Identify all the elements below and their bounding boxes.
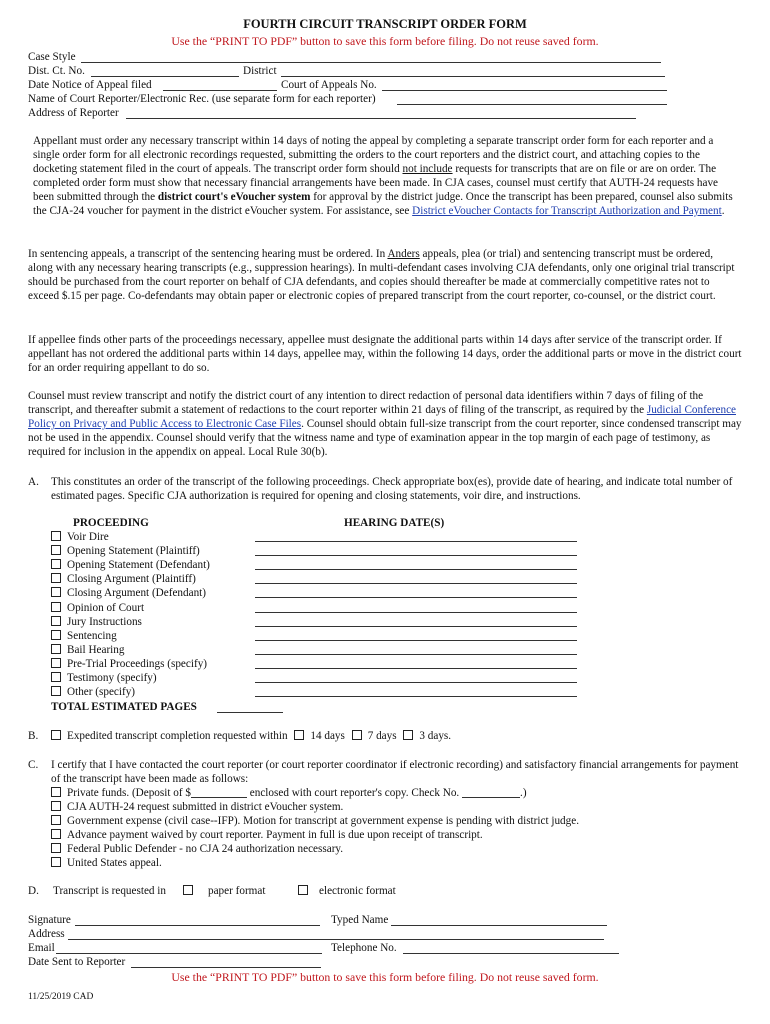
telephone-field[interactable] (403, 953, 619, 954)
payment-option-checkbox[interactable] (51, 815, 61, 825)
case-style-label: Case Style (28, 51, 76, 63)
proceeding-checkbox[interactable] (51, 531, 61, 541)
hearing-date-field[interactable] (255, 612, 577, 613)
proceeding-label: Closing Argument (Defendant) (67, 587, 206, 600)
proceeding-checkbox[interactable] (51, 559, 61, 569)
reporter-name-label: Name of Court Reporter/Electronic Rec. (use separate form for each reporter) (28, 93, 376, 105)
signature-field[interactable] (75, 925, 320, 926)
payment-option-label: CJA AUTH-24 request submitted in district eVoucher system. (67, 801, 344, 813)
email-field[interactable] (56, 953, 322, 954)
proceeding-checkbox[interactable] (51, 545, 61, 555)
proceeding-checkbox[interactable] (51, 602, 61, 612)
deposit-amount-field[interactable] (191, 797, 247, 798)
date-notice-label: Date Notice of Appeal filed (28, 79, 152, 91)
hearing-date-field[interactable] (255, 569, 577, 570)
typed-name-field[interactable] (391, 925, 607, 926)
total-pages-field[interactable] (217, 712, 283, 713)
payment-option-label: Government expense (civil case--IFP). Motion for transcript at government expense is pending with district judge. (67, 815, 580, 827)
hearing-date-field[interactable] (255, 654, 577, 655)
proceeding-label: Jury Instructions (67, 615, 142, 628)
payment-option-checkbox[interactable] (51, 801, 61, 811)
electronic-format-checkbox[interactable] (298, 885, 308, 895)
private-funds-checkbox[interactable] (51, 787, 61, 797)
check-no-field[interactable] (462, 797, 520, 798)
payment-option-label: Advance payment waived by court reporter. Payment in full is due upon receipt of transcript. (67, 829, 483, 841)
date-sent-field[interactable] (131, 967, 321, 968)
expedite-checkbox[interactable] (51, 730, 61, 740)
evoucher-contacts-link[interactable]: District eVoucher Contacts for Transcript Authorization and Payment (412, 205, 722, 217)
payment-option-row (51, 856, 162, 870)
district-label: District (243, 65, 277, 77)
proceeding-checkbox[interactable] (51, 587, 61, 597)
reporter-name-field[interactable] (397, 104, 667, 105)
hearing-date-field[interactable] (255, 541, 577, 542)
hearing-date-field[interactable] (255, 583, 577, 584)
proceeding-label: Opening Statement (Plaintiff) (67, 545, 200, 558)
payment-option-row (51, 842, 343, 856)
revision-date: 11/25/2019 CAD (28, 992, 94, 1002)
section-b-row: Expedited transcript completion requested within 14 days 7 days 3 days. (51, 729, 451, 743)
coa-no-field[interactable] (382, 90, 667, 91)
proceeding-label: Sentencing (67, 629, 117, 642)
date-sent-label: Date Sent to Reporter (28, 956, 126, 968)
payment-option-row (51, 828, 483, 842)
section-c-letter: C. (28, 759, 39, 771)
section-d-letter: D. (28, 885, 39, 897)
proceeding-header: PROCEEDING (73, 517, 149, 529)
proceeding-row (51, 685, 135, 699)
dist-ct-no-field[interactable] (91, 76, 239, 77)
total-pages-label: TOTAL ESTIMATED PAGES (51, 701, 197, 713)
reporter-address-field[interactable] (126, 118, 636, 119)
proceeding-checkbox[interactable] (51, 573, 61, 583)
proceeding-row (51, 629, 117, 643)
case-style-field[interactable] (81, 62, 661, 63)
proceeding-row (51, 530, 109, 544)
reporter-address-label: Address of Reporter (28, 107, 119, 119)
hearing-dates-header: HEARING DATE(S) (344, 517, 445, 529)
signature-label: Signature (28, 914, 71, 926)
section-a-letter: A. (28, 476, 39, 488)
hearing-date-field[interactable] (255, 668, 577, 669)
proceeding-row (51, 572, 196, 586)
hearing-date-field[interactable] (255, 626, 577, 627)
payment-private-funds: Private funds. (Deposit of $ enclosed with court reporter's copy. Check No. .) (51, 786, 527, 800)
proceeding-label: Opening Statement (Defendant) (67, 559, 210, 572)
payment-option-row (51, 800, 343, 814)
proceeding-label: Voir Dire (67, 531, 109, 543)
proceeding-checkbox[interactable] (51, 658, 61, 668)
proceeding-row (51, 601, 144, 615)
payment-option-checkbox[interactable] (51, 829, 61, 839)
expedite-3-checkbox[interactable] (403, 730, 413, 740)
instructions-paragraph-4: Counsel must review transcript and notify the district court of any intention to direct redaction of personal data identifiers within 7 days of filing of the transcript, and thereafter submit a statement of redactions to the court reporter within 21 days of filing of the transcript, as required by the Judicial Conference Policy on Privacy and Public Access to Electronic Case Files. Counsel should obtain full-size transcript from the court reporter, since condensed transcript may not be used in the appendix. Counsel should verify that the witness name and type of examination appear in the top margin of each page of testimony, as required for inclusion in the appendix on appeal. Local Rule 30(b). (28, 390, 742, 458)
paper-format-option: paper format (183, 884, 265, 898)
proceeding-checkbox[interactable] (51, 672, 61, 682)
proceeding-label: Pre-Trial Proceedings (specify) (67, 657, 208, 670)
print-notice-bottom: Use the “PRINT TO PDF” button to save this form before filing. Do not reuse saved form. (171, 970, 599, 984)
payment-option-checkbox[interactable] (51, 857, 61, 867)
proceeding-label: Opinion of Court (67, 601, 145, 614)
proceeding-row (51, 558, 210, 572)
proceeding-row (51, 643, 124, 657)
instructions-paragraph-2: In sentencing appeals, a transcript of the sentencing hearing must be ordered. In Anders appeals, plea (or trial) and sentencing transcript must be ordered, along with any necessary hearing transcripts (e.g., suppression hearings). In multi-defendant cases involving CJA defendants, only one original trial transcript should be purchased from the court reporter on behalf of CJA defendants, and copies should thereafter be made at commercially competitive rates not to exceed $.15 per page. Co-defendants may obtain paper or electronic copies of prepared transcript from the court reporter, co-counsel, or the district court. (28, 248, 735, 302)
electronic-format-option: electronic format (298, 884, 396, 898)
proceeding-row (51, 671, 157, 685)
district-field[interactable] (281, 76, 665, 77)
section-b-letter: B. (28, 730, 39, 742)
print-notice-top: Use the “PRINT TO PDF” button to save this form before filing. Do not reuse saved form. (171, 34, 599, 48)
coa-no-label: Court of Appeals No. (281, 79, 377, 91)
payment-option-checkbox[interactable] (51, 843, 61, 853)
proceeding-row (51, 544, 200, 558)
address-field[interactable] (68, 939, 604, 940)
section-d-text: Transcript is requested in (53, 885, 166, 897)
proceeding-label: Testimony (specify) (67, 672, 157, 684)
proceeding-checkbox[interactable] (51, 686, 61, 696)
proceeding-label: Closing Argument (Plaintiff) (67, 573, 196, 586)
expedite-14-checkbox[interactable] (294, 730, 304, 740)
address-label: Address (28, 928, 65, 940)
form-title: FOURTH CIRCUIT TRANSCRIPT ORDER FORM (243, 17, 527, 31)
proceeding-checkbox[interactable] (51, 630, 61, 640)
proceeding-label: Bail Hearing (67, 643, 125, 656)
proceeding-row (51, 586, 206, 600)
section-c-text: I certify that I have contacted the court reporter (or court reporter coordinator if electronic recording) and satisfactory financial arrangements for payment of the transcript have been made as follows: (51, 759, 739, 785)
hearing-date-field[interactable] (255, 682, 577, 683)
payment-option-label: United States appeal. (67, 857, 162, 869)
payment-option-label: Federal Public Defender - no CJA 24 authorization necessary. (67, 843, 344, 855)
proceeding-label: Other (specify) (67, 686, 136, 699)
hearing-date-field[interactable] (255, 597, 577, 598)
email-label: Email (28, 942, 55, 954)
hearing-date-field[interactable] (255, 640, 577, 641)
dist-ct-no-label: Dist. Ct. No. (28, 65, 85, 77)
section-a-text: This constitutes an order of the transcript of the following proceedings. Check appropriate box(es), provide date of hearing, and indicate total number of estimated pages. Specific CJA authorization is required for opening and closing statements, voir dire, and instructions. (51, 476, 733, 502)
paper-format-checkbox[interactable] (183, 885, 193, 895)
expedite-7-checkbox[interactable] (352, 730, 362, 740)
instructions-paragraph-3: If appellee finds other parts of the proceedings necessary, appellee must designate the additional parts within 14 days after service of the transcript order. If appellant has not ordered the additional parts within 14 days, appellee may, within the following 14 days, order the additional parts or move in the district court for an order requiring appellant to do so. (28, 334, 742, 374)
hearing-date-field[interactable] (255, 555, 577, 556)
date-notice-field[interactable] (163, 90, 277, 91)
proceeding-checkbox[interactable] (51, 616, 61, 626)
payment-option-row (51, 814, 579, 828)
hearing-date-field[interactable] (255, 696, 577, 697)
proceeding-row (51, 657, 207, 671)
typed-name-label: Typed Name (331, 914, 389, 926)
proceeding-row (51, 615, 142, 629)
proceeding-checkbox[interactable] (51, 644, 61, 654)
telephone-label: Telephone No. (331, 942, 397, 954)
privacy-policy-link[interactable]: Judicial Conference Policy on Privacy and Public Access to Electronic Case Files (28, 404, 736, 430)
instructions-paragraph-1: Appellant must order any necessary transcript within 14 days of noting the appeal by completing a separate transcript order form for each reporter and a single order form for all electronic recordings requested, submitting the orders to the court reporters and the district court, and attaching copies to the docketing statement filed in the court of appeals. The transcript order form should not include requests for transcripts that are on file or are on order. The completed order form must show that necessary financial arrangements have been made. In CJA cases, counsel must certify that AUTH-24 requests have been submitted through the district court's eVoucher system for approval by the district judge. Once the transcript has been prepared, counsel also submits the CJA-24 voucher for payment in the district eVoucher system. For assistance, see District eVoucher Contacts for Transcript Authorization and Payment. (33, 135, 733, 217)
